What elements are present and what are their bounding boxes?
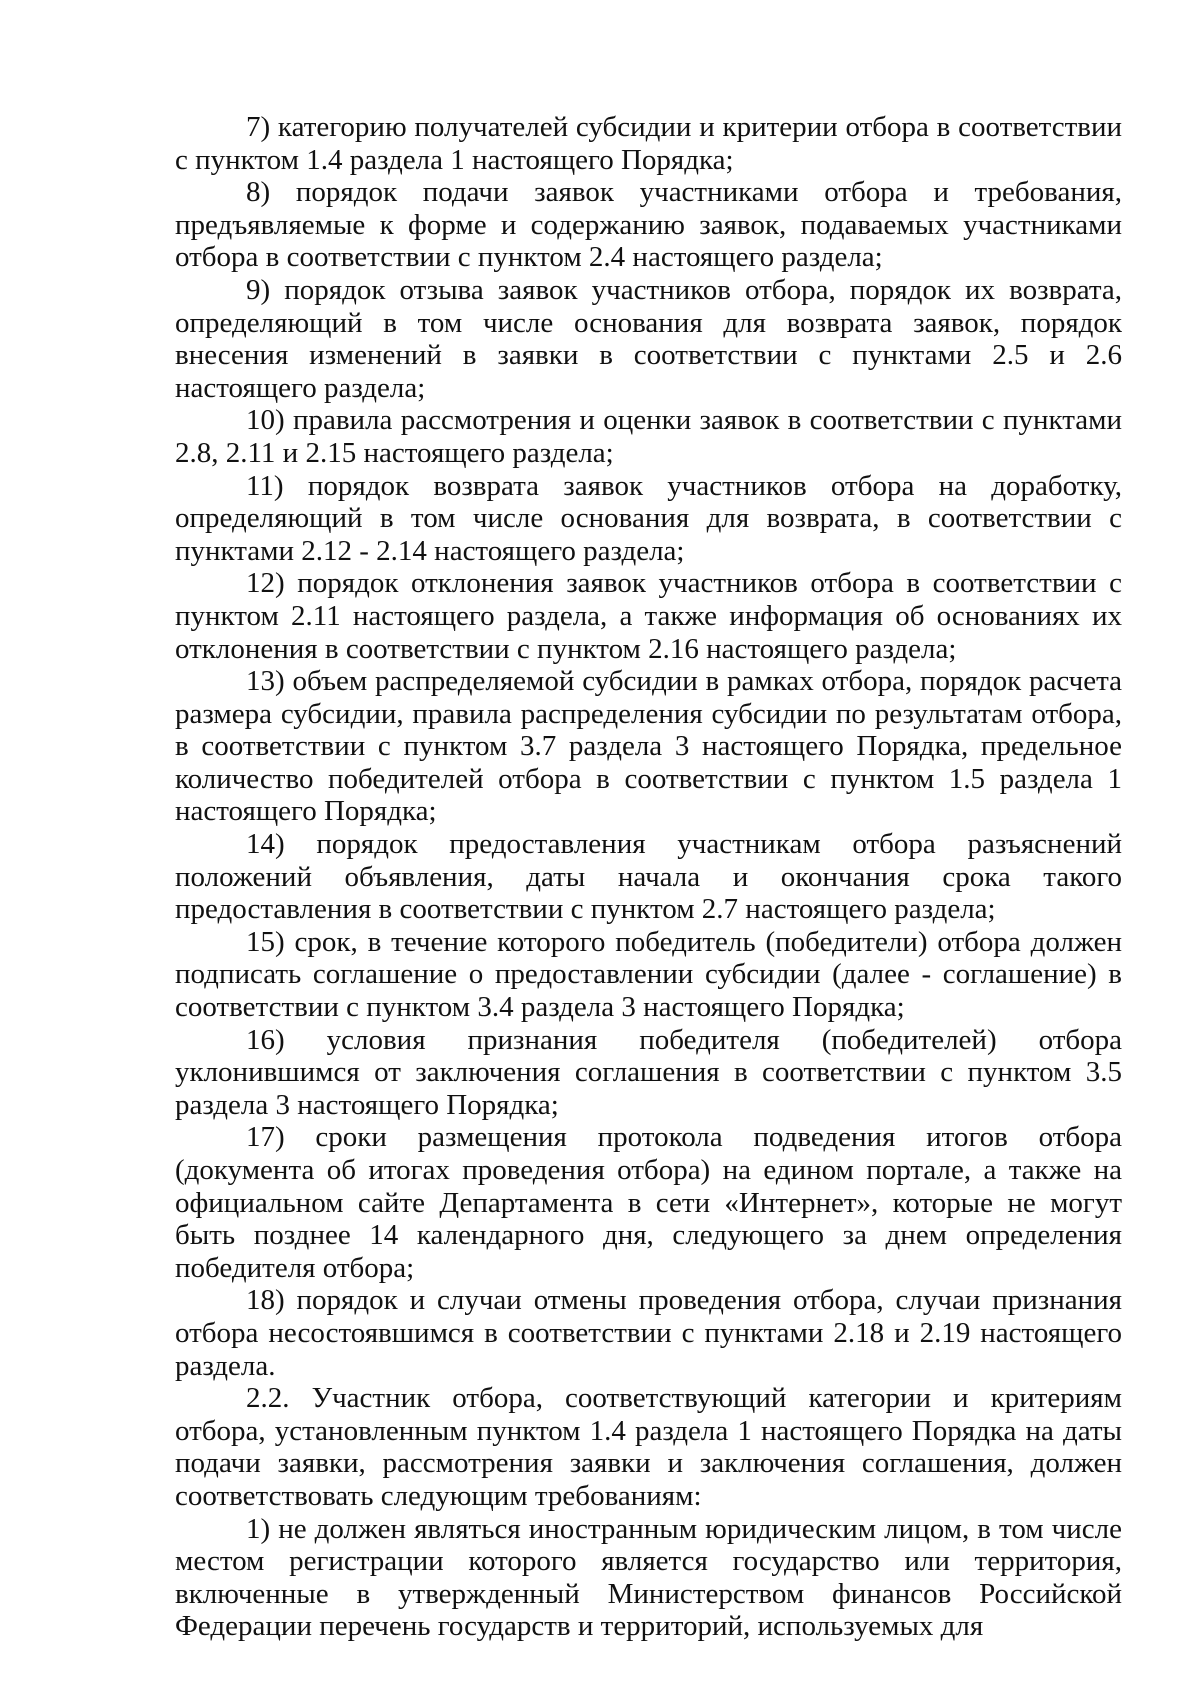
paragraph-item-15: 15) срок, в течение которого победитель (победители) отбора должен подписать соглашение о предоставлении субсидии (далее - соглашение) в соответствии с пунктом 3.4 раздела 3 настоящего Порядка; — [175, 925, 1122, 1024]
paragraph-item-9: 9) порядок отзыва заявок участников отбора, порядок их возврата, определяющий в том числе основания для возврата заявок, порядок внесения изменений в заявки в соответствии с пунктами 2.5 и 2.6 настоящего раздела; — [175, 273, 1122, 404]
paragraph-item-12: 12) порядок отклонения заявок участников отбора в соответствии с пунктом 2.11 настоящего раздела, а также информация об основаниях их отклонения в соответствии с пунктом 2.16 настоящего раздела; — [175, 567, 1122, 665]
paragraph-item-10: 10) правила рассмотрения и оценки заявок в соответствии с пунктами 2.8, 2.11 и 2.15 настоящего раздела; — [175, 404, 1122, 469]
section-2-2-paragraph: 2.2. Участник отбора, соответствующий категории и критериям отбора, установленным пунктом 1.4 раздела 1 настоящего Порядка на даты подачи заявки, рассмотрения заявки и заключения соглашения, должен соответствовать следующим требованиям: — [175, 1382, 1122, 1512]
paragraph-item-18: 18) порядок и случаи отмены проведения отбора, случаи признания отбора несостоявшимся в соответствии с пунктами 2.18 и 2.19 настоящего раздела. — [175, 1284, 1122, 1382]
paragraph-item-14: 14) порядок предоставления участникам отбора разъяснений положений объявления, даты начала и окончания срока такого предоставления в соответствии с пунктом 2.7 настоящего раздела; — [175, 828, 1122, 926]
paragraph-item-17: 17) сроки размещения протокола подведения итогов отбора (документа об итогах проведения отбора) на едином портале, а также на официальном сайте Департамента в сети «Интернет», которые не могут быть позднее 14 календарного дня, следующего за днем определения победителя отбора; — [175, 1121, 1122, 1284]
paragraph-item-11: 11) порядок возврата заявок участников отбора на доработку, определяющий в том числе основания для возврата, в соответствии с пунктами 2.12 - 2.14 настоящего раздела; — [175, 469, 1122, 567]
paragraph-item-16: 16) условия признания победителя (победителей) отбора уклонившимся от заключения соглашения в соответствии с пунктом 3.5 раздела 3 настоящего Порядка; — [175, 1023, 1122, 1121]
document-page — [175, 111, 1122, 1643]
paragraph-item-7: 7) категорию получателей субсидии и критерии отбора в соответствии с пунктом 1.4 раздела 1 настоящего Порядка; — [175, 111, 1122, 176]
requirement-item-1: 1) не должен являться иностранным юридическим лицом, в том числе местом регистрации которого является государство или территория, включенные в утвержденный Министерством финансов Российской Федерации перечень государств и территорий, используемых для — [175, 1512, 1122, 1643]
paragraph-item-8: 8) порядок подачи заявок участниками отбора и требования, предъявляемые к форме и содержанию заявок, подаваемых участниками отбора в соответствии с пунктом 2.4 настоящего раздела; — [175, 176, 1122, 274]
paragraph-item-13: 13) объем распределяемой субсидии в рамках отбора, порядок расчета размера субсидии, правила распределения субсидии по результатам отбора, в соответствии с пунктом 3.7 раздела 3 настоящего Порядка, предельное количество победителей отбора в соответствии с пунктом 1.5 раздела 1 настоящего Порядка; — [175, 665, 1122, 828]
